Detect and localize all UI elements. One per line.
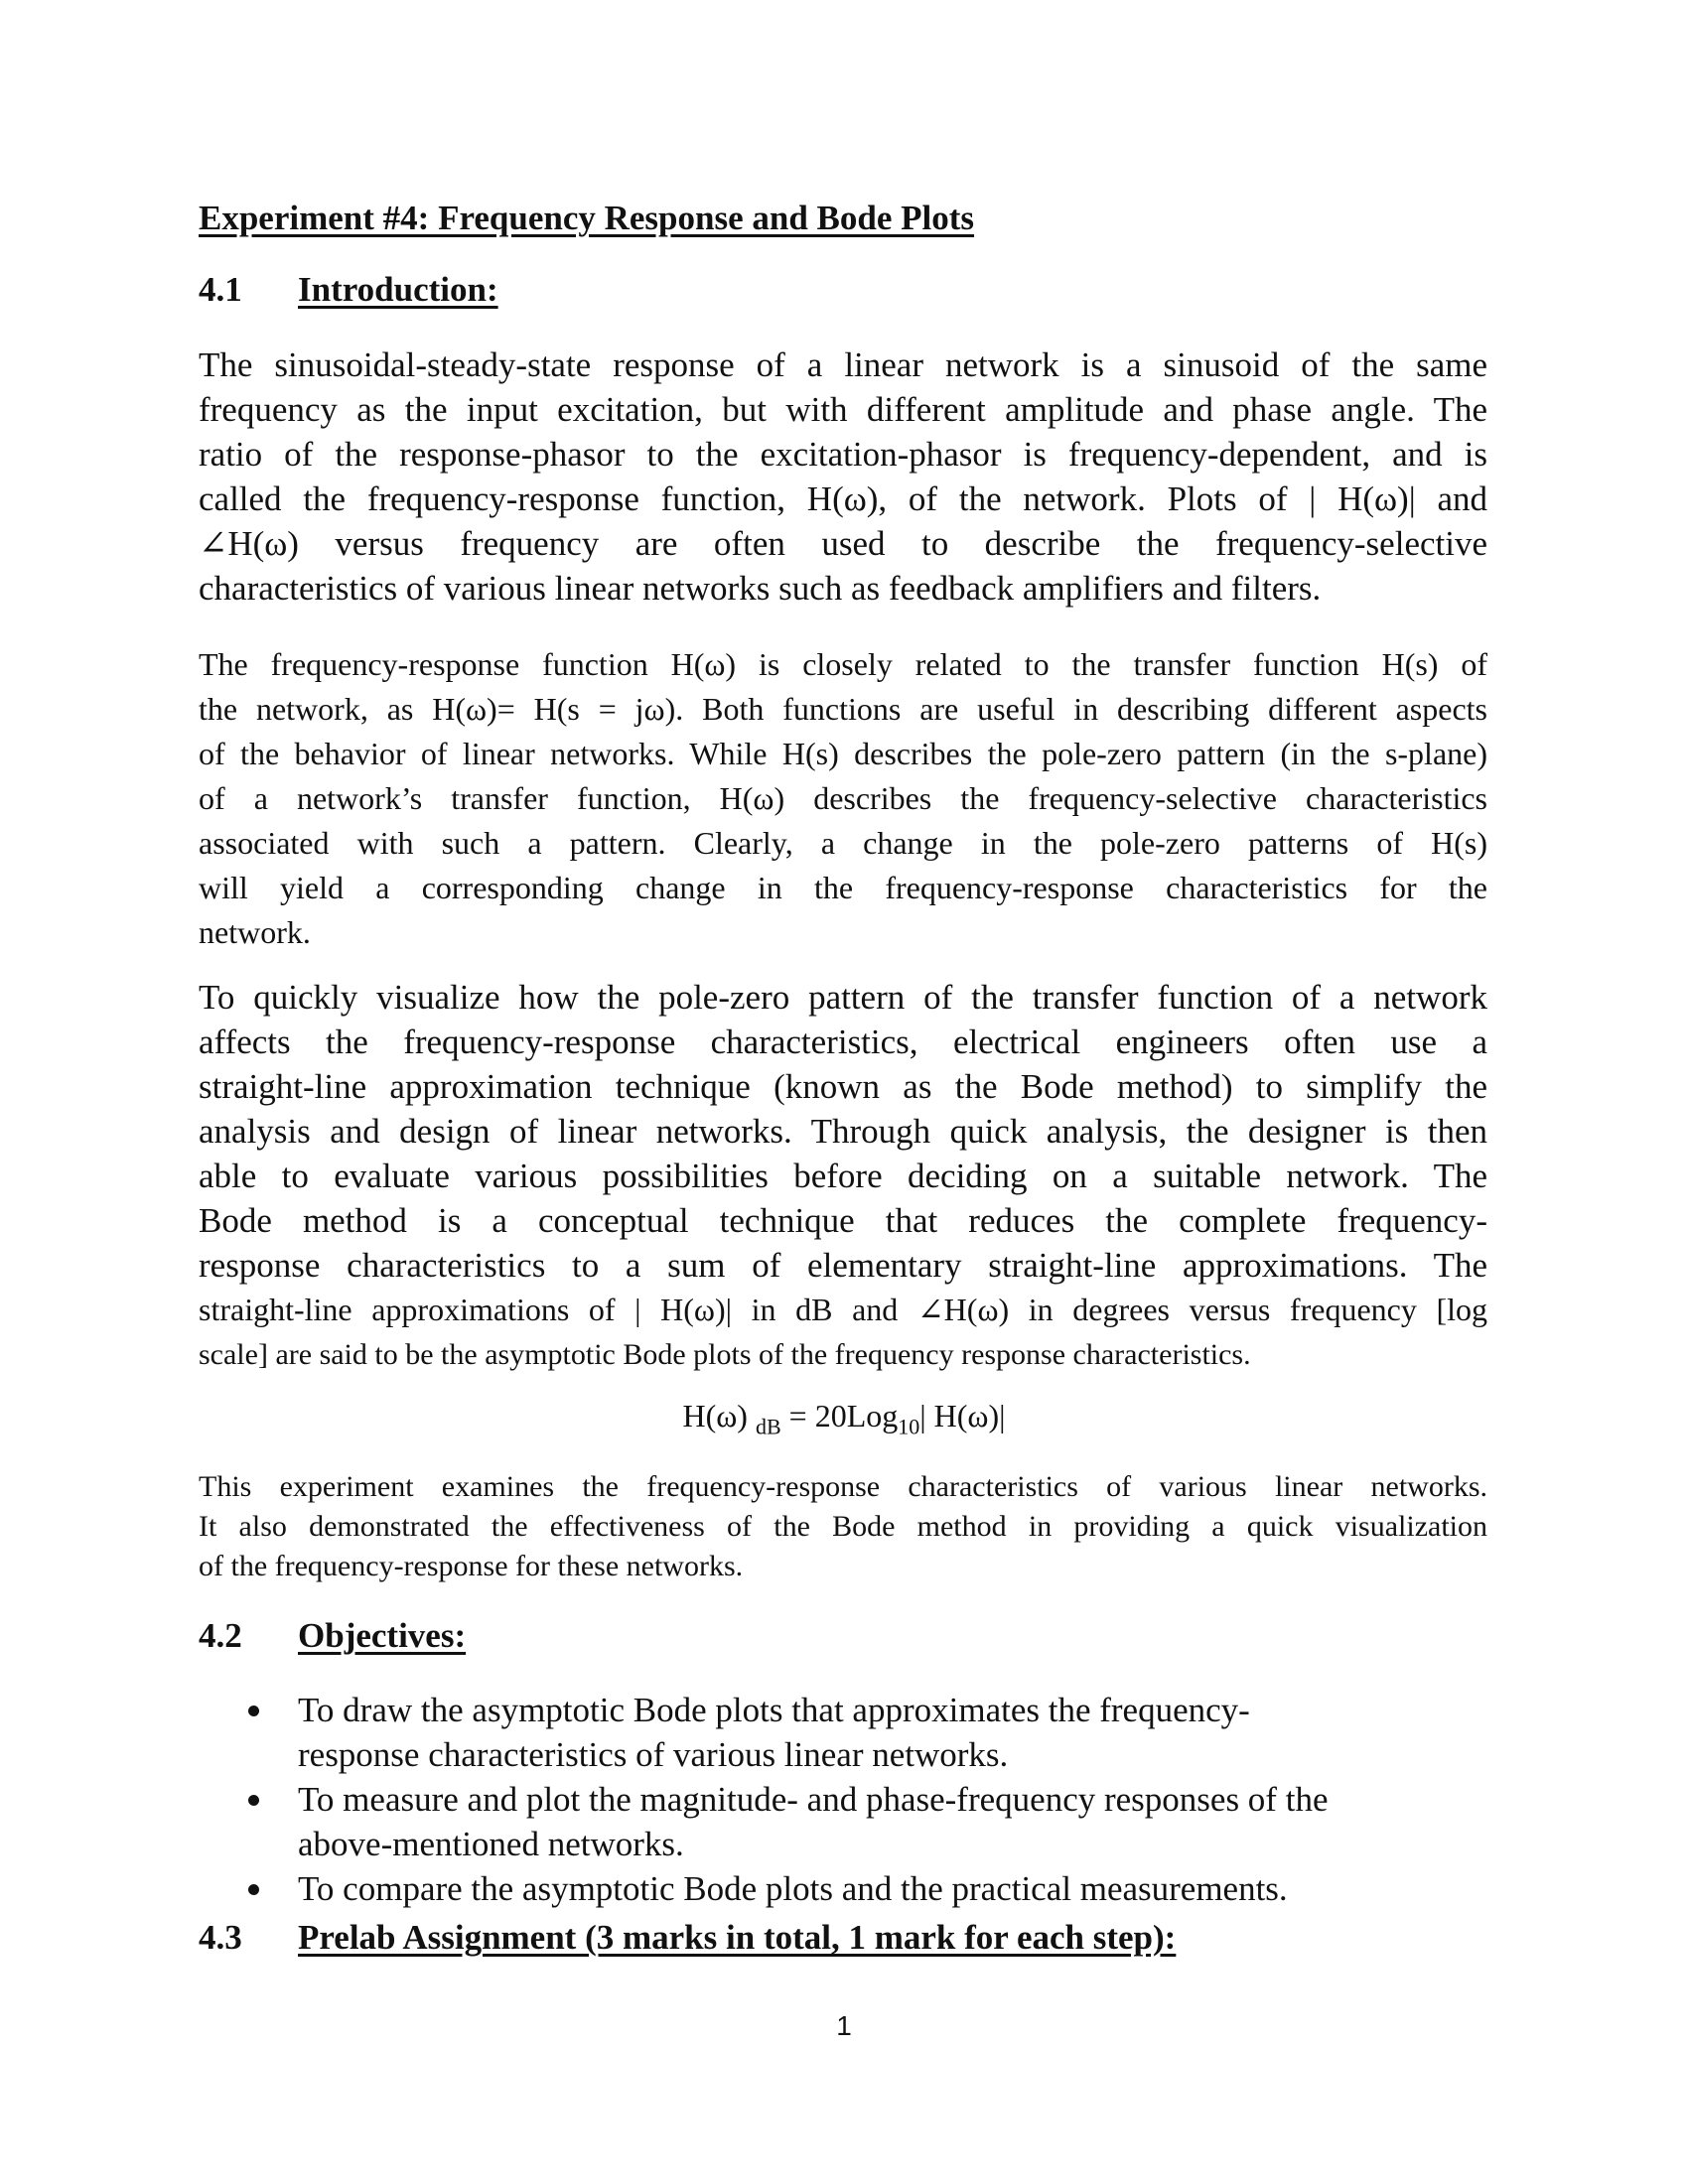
section-number: 4.2 <box>199 1616 242 1655</box>
section-title: Objectives: <box>298 1616 467 1655</box>
equation-rhs: | H(ω)| <box>919 1398 1006 1433</box>
text-line: The sinusoidal-steady-state response of a linear network is a sinusoid of the same <box>199 345 1487 384</box>
text-line: network. <box>199 914 311 950</box>
intro-paragraph-3 <box>199 975 1487 1377</box>
decibel-equation <box>0 1398 1688 1439</box>
section-title: Introduction: <box>298 270 498 309</box>
text-line: analysis and design of linear networks. Through quick analysis, the designer is then <box>199 1112 1487 1151</box>
text-line: able to evaluate various possibilities before deciding on a suitable network. The <box>199 1157 1487 1195</box>
text-line: ratio of the response-phasor to the excitation-phasor is frequency-dependent, and is <box>199 435 1487 474</box>
objective-item <box>238 1688 1529 1777</box>
document-title: Experiment #4: Frequency Response and Bode Plots <box>199 199 975 237</box>
objective-item <box>238 1777 1529 1866</box>
equation-lhs-subscript: dB <box>755 1414 781 1439</box>
section-heading-introduction <box>199 270 498 310</box>
text-line: affects the frequency-response characteristics, electrical engineers often use a <box>199 1023 1487 1061</box>
page-number: 1 <box>836 2010 852 2041</box>
text-line: It also demonstrated the effectiveness of the Bode method in providing a quick visualization <box>199 1510 1487 1543</box>
text-line: of the frequency-response for these networks. <box>199 1550 744 1582</box>
section-title: Prelab Assignment (3 marks in total, 1 mark for each step): <box>298 1918 1177 1957</box>
objectives-list <box>238 1688 1529 1911</box>
text-line: of a network’s transfer function, H(ω) describes the frequency-selective characteristics <box>199 780 1487 816</box>
text-line: response characteristics to a sum of elementary straight-line approximations. The <box>199 1246 1487 1285</box>
equation-log-base: 10 <box>898 1414 920 1439</box>
section-heading-objectives <box>199 1616 466 1656</box>
text-line: Bode method is a conceptual technique that reduces the complete frequency- <box>199 1201 1487 1240</box>
bullet-icon <box>248 1884 259 1895</box>
text-line: To quickly visualize how the pole-zero pattern of the transfer function of a network <box>199 978 1487 1017</box>
text-line: above-mentioned networks. <box>298 1825 684 1863</box>
equation-lhs: H(ω) <box>682 1398 748 1433</box>
text-line: associated with such a pattern. Clearly, a change in the pole-zero patterns of H(s) <box>199 825 1487 861</box>
section-number: 4.1 <box>199 270 242 309</box>
text-line: will yield a corresponding change in the frequency-response characteristics for the <box>199 870 1487 905</box>
text-line: To draw the asymptotic Bode plots that approximates the frequency- <box>298 1691 1250 1729</box>
text-line: straight-line approximations of | H(ω)| in dB and ∠H(ω) in degrees versus frequency [log <box>199 1292 1487 1327</box>
text-line: scale] are said to be the asymptotic Bode plots of the frequency response characteristics. <box>199 1338 1251 1371</box>
text-line: The frequency-response function H(ω) is closely related to the transfer function H(s) of <box>199 646 1487 682</box>
text-line: characteristics of various linear networks such as feedback amplifiers and filters. <box>199 569 1322 608</box>
intro-paragraph-2 <box>199 642 1487 955</box>
text-line: the network, as H(ω)= H(s = jω). Both functions are useful in describing different aspects <box>199 691 1487 727</box>
equation-operator: = 20Log <box>780 1398 899 1433</box>
text-line: This experiment examines the frequency-response characteristics of various linear networks. <box>199 1470 1487 1503</box>
intro-paragraph-4 <box>199 1467 1487 1586</box>
text-line: straight-line approximation technique (known as the Bode method) to simplify the <box>199 1067 1487 1106</box>
section-number: 4.3 <box>199 1918 242 1957</box>
section-heading-prelab <box>199 1918 1176 1958</box>
text-line: ∠H(ω) versus frequency are often used to describe the frequency-selective <box>199 524 1487 563</box>
text-line: frequency as the input excitation, but with different amplitude and phase angle. The <box>199 390 1487 429</box>
text-line: of the behavior of linear networks. While H(s) describes the pole-zero pattern (in the s-plane) <box>199 736 1487 771</box>
text-line: To compare the asymptotic Bode plots and the practical measurements. <box>298 1869 1288 1908</box>
bullet-icon <box>248 1706 259 1716</box>
objective-item <box>238 1866 1529 1911</box>
bullet-icon <box>248 1795 259 1806</box>
intro-paragraph-1 <box>199 342 1487 611</box>
text-line: response characteristics of various linear networks. <box>298 1735 1009 1774</box>
text-line: called the frequency-response function, H(ω), of the network. Plots of | H(ω)| and <box>199 479 1487 518</box>
text-line: To measure and plot the magnitude- and phase-frequency responses of the <box>298 1780 1329 1819</box>
